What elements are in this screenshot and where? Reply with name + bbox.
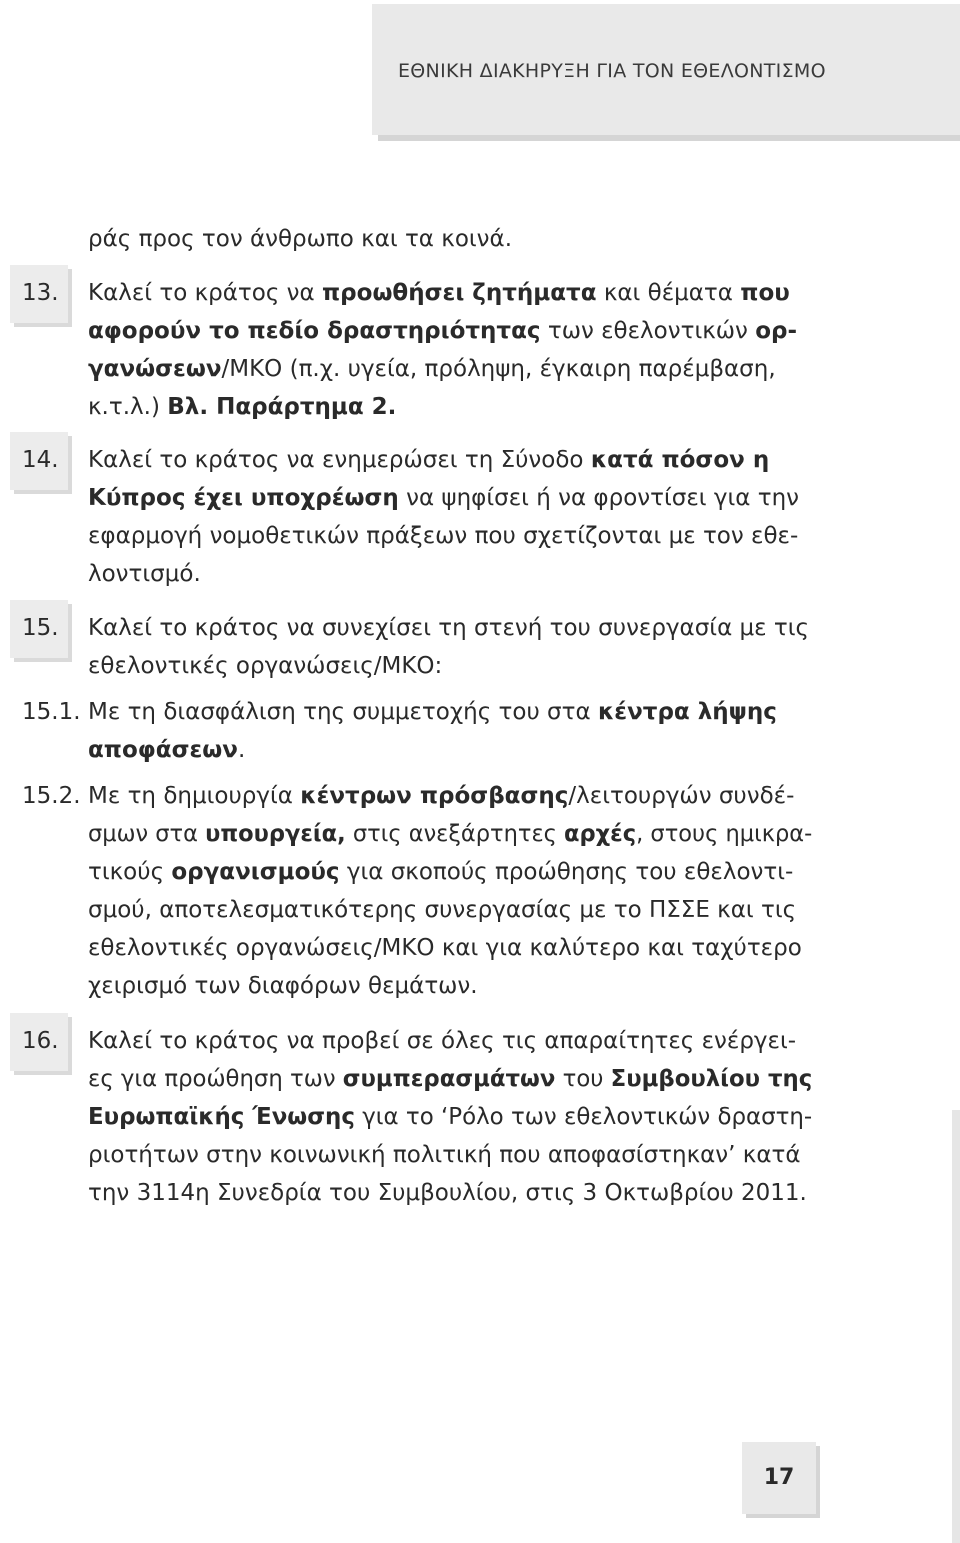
item-16-line-5: την 3114η Συνεδρία του Συμβουλίου, στις 3 Οκτωβρίου 2011. — [88, 1180, 807, 1206]
item-number-15: 15. — [22, 615, 59, 641]
item-16-line-4: ριοτήτων στην κοινωνική πολιτική που αποφασίστηκαν’ κατά — [88, 1142, 801, 1168]
item-15-1-line-2: αποφάσεων. — [88, 737, 246, 763]
item-13-line-4: κ.τ.λ.) Βλ. Παράρτημα 2. — [88, 394, 397, 420]
item-15-2-line-2: σμων στα υπουργεία, στις ανεξάρτητες αρχές, στους ημικρα- — [88, 821, 813, 847]
item-number-16: 16. — [22, 1028, 59, 1054]
item-15-line-1: Καλεί το κράτος να συνεχίσει τη στενή του συνεργασία με τις — [88, 615, 810, 641]
item-number-14: 14. — [22, 447, 59, 473]
item-14-line-3: εφαρμογή νομοθετικών πράξεων που σχετίζονται με τον εθε- — [88, 523, 799, 549]
item-15-2-line-4: σμού, αποτελεσματικότερης συνεργασίας με το ΠΣΣΕ και τις — [88, 897, 797, 923]
item-number-15-2: 15.2. — [22, 783, 81, 809]
item-15-2-line-6: χειρισμό των διαφόρων θεμάτων. — [88, 973, 478, 999]
item-15-2-line-5: εθελοντικές οργανώσεις/ΜΚΟ και για καλύτερο και ταχύτερο — [88, 935, 802, 961]
item-15-2-line-3: τικούς οργανισμούς για σκοπούς προώθησης του εθελοντι- — [88, 859, 794, 885]
item-number-15-1: 15.1. — [22, 699, 81, 725]
item-16-line-1: Καλεί το κράτος να προβεί σε όλες τις απαραίτητες ενέργει- — [88, 1028, 797, 1054]
item-13-line-3: γανώσεων/ΜΚΟ (π.χ. υγεία, πρόληψη, έγκαιρη παρέμβαση, — [88, 356, 776, 382]
item-15-1-line-1: Με τη διασφάλιση της συμμετοχής του στα κέντρα λήψης — [88, 699, 777, 725]
paragraph-continuation: ράς προς τον άνθρωπο και τα κοινά. — [88, 226, 513, 252]
page-edge-strip — [952, 1110, 960, 1543]
item-15-2-line-1: Με τη δημιουργία κέντρων πρόσβασης/λειτουργών συνδέ- — [88, 783, 795, 809]
item-14-line-4: λοντισμό. — [88, 561, 201, 587]
item-16-line-2: ες για προώθηση των συμπερασμάτων του Συμβουλίου της — [88, 1066, 813, 1092]
item-13-line-1: Καλεί το κράτος να προωθήσει ζητήματα και θέματα που — [88, 280, 790, 306]
item-number-13: 13. — [22, 280, 59, 306]
item-14-line-2: Κύπρος έχει υποχρέωση να ψηφίσει ή να φροντίσει για την — [88, 485, 799, 511]
running-header: ΕΘΝΙΚΗ ΔΙΑΚΗΡΥΞΗ ΓΙΑ ΤΟΝ ΕΘΕΛΟΝΤΙΣΜΟ — [398, 60, 826, 82]
item-14-line-1: Καλεί το κράτος να ενημερώσει τη Σύνοδο κατά πόσον η — [88, 447, 770, 473]
page-number: 17 — [763, 1465, 795, 1490]
item-16-line-3: Ευρωπαϊκής Ένωσης για το ‘Ρόλο των εθελοντικών δραστη- — [88, 1104, 813, 1130]
item-15-line-2: εθελοντικές οργανώσεις/ΜΚΟ: — [88, 653, 443, 679]
item-13-line-2: αφορούν το πεδίο δραστηριότητας των εθελοντικών ορ- — [88, 318, 798, 344]
